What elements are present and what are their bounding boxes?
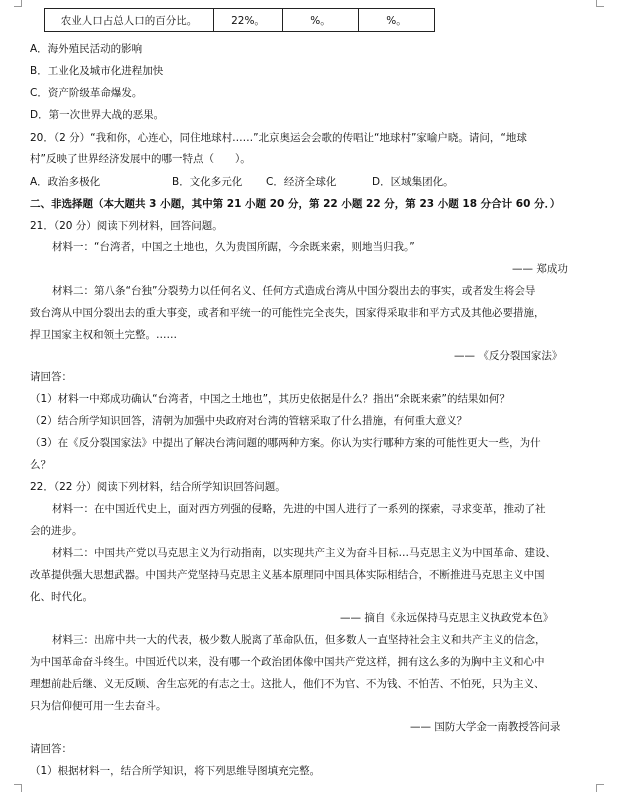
- q22-material2-line1: 材料二：中国共产党以马克思主义为行动指南，以实现共产主义为奋斗目标…马克思主义为中国革命、建设、: [52, 547, 556, 559]
- q22-material1-line1: 材料一：在中国近代史上，面对西方列强的侵略，先进的中国人进行了一系列的探索，寻求变革，推动了社: [52, 503, 546, 515]
- q19-option-a: A．海外殖民活动的影响: [30, 43, 143, 55]
- q22-intro: 22．（22 分）阅读下列材料，结合所学知识回答问题。: [30, 481, 286, 493]
- page-corner-mark: [14, 0, 22, 7]
- q20-stem-line1: 20．（2 分）“我和你，心连心，同住地球村……”北京奥运会会歌的传唱让“地球村”家喻户晓。请问，“地球: [30, 132, 527, 144]
- q20-option-c: C．经济全球化: [266, 176, 337, 188]
- q21-ask: 请回答：: [30, 371, 72, 383]
- q22-material3-line1: 材料三：出席中共一大的代表，极少数人脱离了革命队伍，但多数人一直坚持社会主义和共产主义的信念，: [52, 634, 546, 646]
- q21-material2-line2: 致台湾从中国分裂出去的重大事变，或者和平统一的可能性完全丧失，国家得采取非和平方式及其他必要措施，: [30, 307, 545, 319]
- q21-subquestion-3-line2: 么？: [30, 459, 51, 471]
- q21-material1-source: —— 郑成功: [512, 263, 568, 275]
- q20-option-a: A．政治多极化: [30, 176, 101, 188]
- q22-material2-source: —— 摘自《永远保持马克思主义执政党本色》: [340, 612, 554, 624]
- q22-material3-line2: 为中国革命奋斗终生。中国近代以来，没有哪一个政治团体像中国共产党这样，拥有这么多的为胸中主义和心中: [30, 656, 545, 668]
- page-corner-mark: [596, 0, 604, 7]
- q21-subquestion-1: （1）材料一中郑成功确认“台湾者，中国之土地也”，其历史依据是什么？指出“余既来索”的结果如何？: [30, 393, 510, 405]
- page-corner-mark: [596, 784, 604, 792]
- q21-material1: 材料一：“台湾者，中国之土地也，久为贵国所踞，今余既来索，则地当归我。”: [52, 241, 415, 253]
- table-cell: %。: [283, 9, 359, 32]
- q19-option-b: B．工业化及城市化进程加快: [30, 65, 164, 77]
- population-table: [44, 8, 435, 32]
- q22-ask: 请回答：: [30, 743, 72, 755]
- q21-material2-line1: 材料二：第八条“台独”分裂势力以任何名义、任何方式造成台湾从中国分裂出去的事实，或者发生将会导: [52, 285, 536, 297]
- q22-material3-source: —— 国防大学金一南教授答问录: [410, 721, 561, 733]
- q22-material3-line4: 只为信仰便可用一生去奋斗。: [30, 700, 167, 712]
- q19-option-c: C．资产阶级革命爆发。: [30, 87, 143, 99]
- q20-option-b: B．文化多元化: [172, 176, 243, 188]
- q21-subquestion-2: （2）结合所学知识回答，清朝为加强中央政府对台湾的管辖采取了什么措施，有何重大意义？: [30, 415, 468, 427]
- q21-subquestion-3-line1: （3）在《反分裂国家法》中提出了解决台湾问题的哪两种方案。你认为实行哪种方案的可能性更大一些，为什: [30, 437, 541, 449]
- q21-intro: 21．（20 分）阅读下列材料，回答问题。: [30, 220, 223, 232]
- q22-material2-line2: 改革提供强大思想武器。中国共产党坚持马克思主义基本原理同中国具体实际相结合，不断推进马克思主义中国: [30, 569, 545, 581]
- q21-material2-line3: 捍卫国家主权和领土完整。……: [30, 329, 177, 341]
- table-row: [45, 9, 435, 32]
- q22-subquestion-1: （1）根据材料一，结合所学知识，将下列思维导图填充完整。: [30, 765, 321, 777]
- table-cell: 22%。: [214, 9, 283, 32]
- q20-option-d: D．区域集团化。: [372, 176, 454, 188]
- q20-stem-line2: 村”反映了世界经济发展中的哪一特点（ ）。: [30, 153, 251, 165]
- q21-material2-source: —— 《反分裂国家法》: [454, 350, 563, 362]
- q22-material2-line3: 化、时代化。: [30, 591, 93, 603]
- q22-material1-line2: 会的进步。: [30, 525, 83, 537]
- q19-option-d: D．第一次世界大战的恶果。: [30, 109, 165, 121]
- section-heading: 二、非选择题（本大题共 3 小题，其中第 21 小题 20 分，第 22 小题 22 分，第 23 小题 18 分合计 60 分．）: [30, 198, 561, 210]
- table-cell: %。: [359, 9, 435, 32]
- table-cell-label: 农业人口占总人口的百分比。: [45, 9, 214, 32]
- page-corner-mark: [14, 784, 22, 792]
- q22-material3-line3: 理想前赴后继、义无反顾、舍生忘死的有志之士。这批人，他们不为官、不为钱、不怕苦、不怕死，只为主义、: [30, 678, 545, 690]
